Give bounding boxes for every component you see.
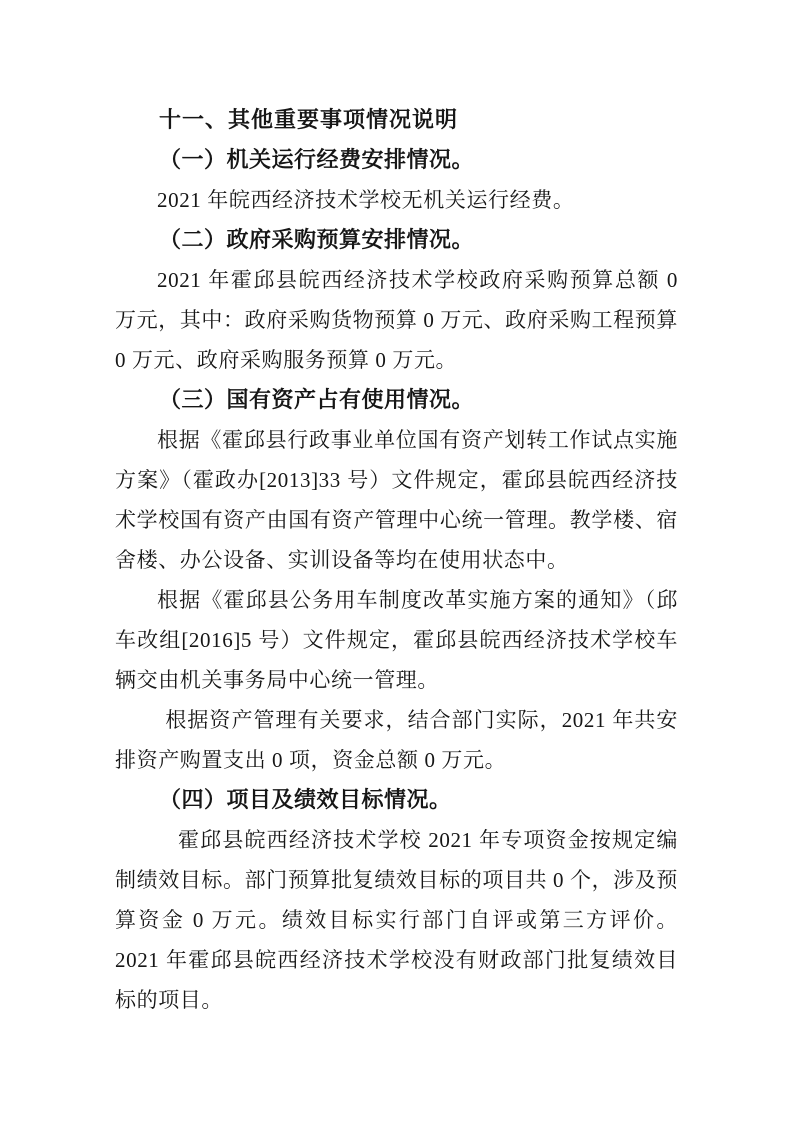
paragraph-official-vehicles: 根据《霍邱县公务用车制度改革实施方案的通知》（邱车改组[2016]5 号）文件规定，霍邱县皖西经济技术学校车辆交由机关事务局中心统一管理。 <box>115 588 678 692</box>
paragraph-state-assets: 根据《霍邱县行政事业单位国有资产划转工作试点实施方案》（霍政办[2013]33 号）文件规定，霍邱县皖西经济技术学校国有资产由国有资产管理中心统一管理。教学楼、宿舍楼、办公设备、实训设备等均在使用状态中。 <box>115 428 678 572</box>
document-content <box>115 100 678 1020</box>
paragraph-performance-targets: 霍邱县皖西经济技术学校 2021 年专项资金按规定编制绩效目标。部门预算批复绩效目标的项目共 0 个，涉及预算资金 0 万元。绩效目标实行部门自评或第三方评价。2021 年霍邱县皖西经济技术学校没有财政部门批复绩效目标的项目。 <box>115 828 678 1012</box>
subsection-heading-1: （一）机关运行经费安排情况。 <box>159 147 475 172</box>
subsection-heading-4: （四）项目及绩效目标情况。 <box>159 787 452 812</box>
section-heading-main: 十一、其他重要事项情况说明 <box>159 107 459 132</box>
subsection-heading-2: （二）政府采购预算安排情况。 <box>159 227 475 252</box>
paragraph-operating-expenses: 2021 年皖西经济技术学校无机关运行经费。 <box>157 188 575 212</box>
paragraph-asset-purchase: 根据资产管理有关要求，结合部门实际，2021 年共安排资产购置支出 0 项，资金总额 0 万元。 <box>115 708 678 772</box>
subsection-heading-3: （三）国有资产占有使用情况。 <box>159 387 475 412</box>
paragraph-procurement-budget: 2021 年霍邱县皖西经济技术学校政府采购预算总额 0 万元，其中：政府采购货物预算 0 万元、政府采购工程预算 0 万元、政府采购服务预算 0 万元。 <box>115 268 678 372</box>
